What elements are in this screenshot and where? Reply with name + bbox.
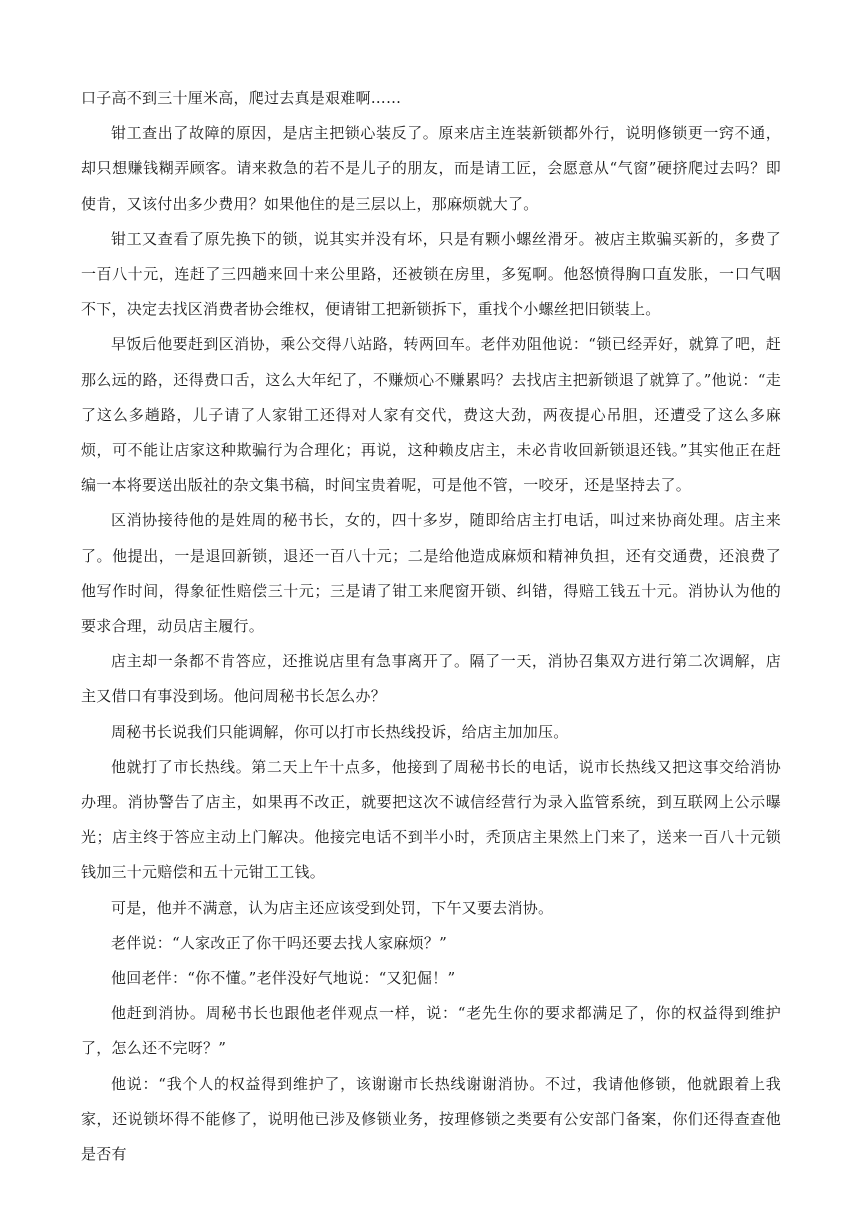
document-page xyxy=(81,81,781,1172)
paragraph-8: 他就打了市长热线。第二天上午十点多，他接到了周秘书长的电话，说市长热线又把这事交给消协办理。消协警告了店主，如果再不改正，就要把这次不诚信经营行为录入监管系统，到互联网上公示曝光；店主终于答应主动上门解决。他接完电话不到半小时，秃顶店主果然上门来了，送来一百八十元锁钱加三十元赔偿和五十元钳工工钱。 xyxy=(81,757,781,882)
paragraph-12: 他赶到消协。周秘书长也跟他老伴观点一样，说：“老先生你的要求都满足了，你的权益得到维护了，怎么还不完呀？” xyxy=(81,1004,781,1058)
paragraph-6: 店主却一条都不肯答应，还推说店里有急事离开了。隔了一天，消协召集双方进行第二次调解，店主又借口有事没到场。他问周秘书长怎么办？ xyxy=(81,652,781,706)
paragraph-2: 钳工查出了故障的原因，是店主把锁心装反了。原来店主连装新锁都外行，说明修锁更一窍不通，却只想赚钱糊弄顾客。请来救急的若不是儿子的朋友，而是请工匠，会愿意从“气窗”硬挤爬过去吗？即使肯，又该付出多少费用？如果他住的是三层以上，那麻烦就大了。 xyxy=(81,124,781,213)
paragraph-11: 他回老伴：“你不懂。”老伴没好气地说：“又犯倔！” xyxy=(111,969,456,988)
paragraph-3: 钳工又查看了原先换下的锁，说其实并没有坏，只是有颗小螺丝滑牙。被店主欺骗买新的，多费了一百八十元，连赶了三四趟来回十来公里路，还被锁在房里，多冤啊。他怒愤得胸口直发胀，一口气咽不下，决定去找区消费者协会维权，便请钳工把新锁拆下，重找个小螺丝把旧锁装上。 xyxy=(81,229,781,319)
paragraph-9: 可是，他并不满意，认为店主还应该受到处罚，下午又要去消协。 xyxy=(111,898,554,917)
paragraph-4: 早饭后他要赶到区消协，乘公交得八站路，转两回车。老伴劝阻他说：“锁已经弄好，就算了吧，赶那么远的路，还得费口舌，这么大年纪了，不赚烦心不赚累吗？去找店主把新锁退了就算了。”他说：“走了这么多趟路，儿子请了人家钳工还得对人家有交代，费这大劲，两夜提心吊胆，还遭受了这么多麻烦，可不能让店家这种欺骗行为合理化；再说，这种赖皮店主，未必肯收回新锁退还钱。”其实他正在赶编一本将要送出版社的杂文集书稿，时间宝贵着呢，可是他不管，一咬牙，还是坚持去了。 xyxy=(81,335,781,495)
paragraph-13: 他说：“我个人的权益得到维护了，该谢谢市长热线谢谢消协。不过，我请他修锁，他就跟着上我家，还说锁坏得不能修了，说明他已涉及修锁业务，按理修锁之类要有公安部门备案，你们还得查查他是否有 xyxy=(81,1074,781,1164)
paragraph-10: 老伴说：“人家改正了你干吗还要去找人家麻烦？” xyxy=(111,933,448,952)
paragraph-5: 区消协接待他的是姓周的秘书长，女的，四十多岁，随即给店主打电话，叫过来协商处理。店主来了。他提出，一是退回新锁，退还一百八十元；二是给他造成麻烦和精神负担，还有交通费，还浪费了他写作时间，得象征性赔偿三十元；三是请了钳工来爬窗开锁、纠错，得赔工钱五十元。消协认为他的要求合理，动员店主履行。 xyxy=(81,511,781,636)
paragraph-1: 口子高不到三十厘米高，爬过去真是艰难啊…… xyxy=(81,89,402,107)
paragraph-7: 周秘书长说我们只能调解，你可以打市长热线投诉，给店主加加压。 xyxy=(111,722,569,741)
